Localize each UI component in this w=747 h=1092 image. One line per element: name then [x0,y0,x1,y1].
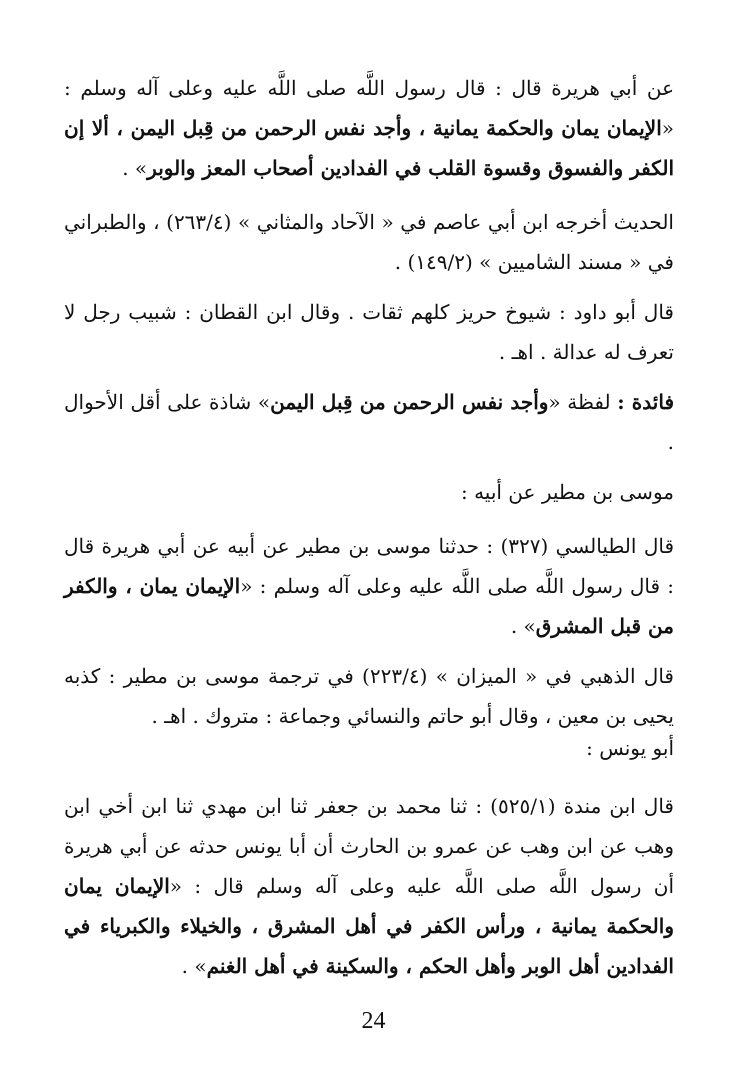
hadith-matn: الإيمان يمان والحكمة يمانية ، ورأس الكفر في أهل المشرق ، والخيلاء والكبرياء في الفدادين أهل الوبر وأهل الحكم ، والسكينة في أهل الغنم [64,874,674,978]
benefit-conclusion: » شاذة على أقل الأحوال . [64,390,674,454]
isnad-text: قال ابن مندة (٥٢٥/١) : ثنا محمد بن جعفر ثنا ابن مهدي ثنا ابن أخي ابن وهب عن ابن وهب عن عمرو بن الحارث أن أبا يونس حدثه عن أبي هريرة أن رسول اللَّه صلى اللَّه عليه وعلى آله وسلم قال : « [64,794,675,898]
hadith-matn: الإيمان يمان ، والكفر من قبل المشرق [64,574,674,638]
dhahabi-grading-paragraph: قال الذهبي في « الميزان » (٢٢٣/٤) في ترجمة موسى بن مطير : كذبه يحيى بن معين ، وقال أبو حاتم والنسائي وجماعة : متروك . اهـ . [64,664,674,728]
tayalisi-hadith-paragraph [64,526,674,646]
quoted-phrase: وأجد نفس الرحمن من قِبل اليمن [270,390,549,414]
closing-quote: » . [510,614,536,638]
hadith-paragraph-abu-hurayra [64,68,674,188]
isnad-text: قال الطيالسي (٣٢٧) : حدثنا موسى بن مطير عن أبيه عن أبي هريرة قال : قال رسول اللَّه صلى اللَّه عليه وعلى آله وسلم : « [64,534,675,598]
benefit-label: فائدة : [617,390,675,414]
benefit-note-paragraph [64,382,674,462]
takhrij-paragraph: الحديث أخرجه ابن أبي عاصم في « الآحاد والمثاني » (٢٦٣/٤) ، والطبراني في « مسند الشاميين » (١٤٩/٢) . [64,210,674,274]
word-label: لفظة « [548,390,618,414]
ibn-mandah-hadith-paragraph [64,786,674,986]
section-heading-abu-yunus: أبو يونس : [586,736,674,760]
narrator-grading-paragraph: قال أبو داود : شيوخ حريز كلهم ثقات . وقال ابن القطان : شبيب رجل لا تعرف له عدالة . اهـ . [64,300,674,364]
hadith-matn: الإيمان يمان والحكمة يمانية ، وأجد نفس الرحمن من قِبل اليمن ، ألا إن الكفر والفسوق وقسوة القلب في الفدادين أصحاب المعز والوبر [64,116,674,180]
closing-quote: » . [122,156,148,180]
section-heading-musa-bin-mutayr: موسى بن مطير عن أبيه : [460,480,674,504]
page-number: 24 [361,1008,386,1034]
isnad-text: عن أبي هريرة قال : قال رسول اللَّه صلى اللَّه عليه وعلى آله وسلم : « [64,76,674,140]
closing-quote: » . [181,954,207,978]
book-page [64,0,674,1092]
